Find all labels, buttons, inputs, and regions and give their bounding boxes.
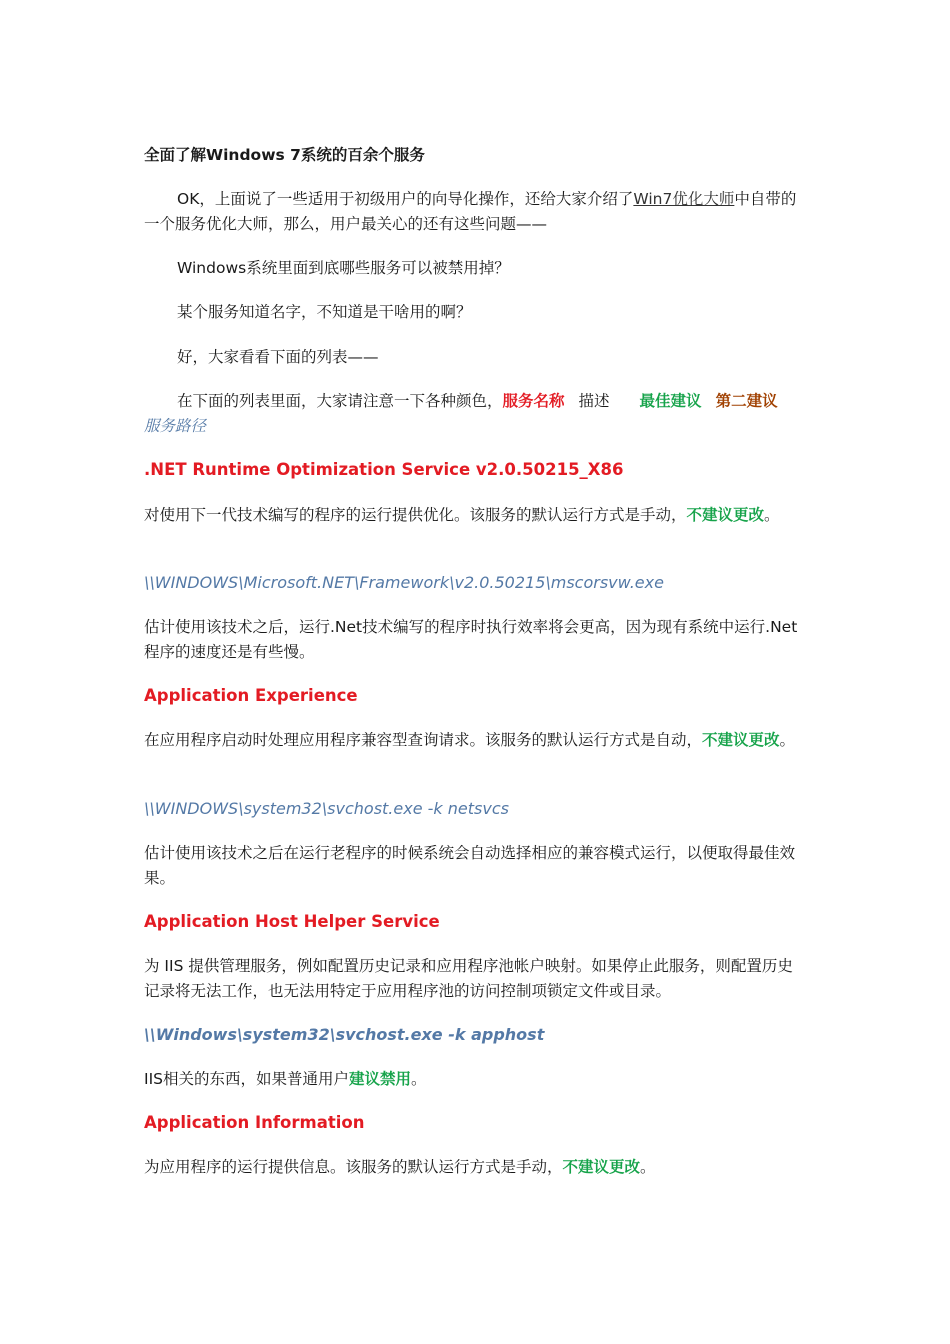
description-end: 。 [779,731,796,749]
intro-paragraph-2: Windows系统里面到底哪些服务可以被禁用掉？ [177,259,510,277]
note-text: IIS相关的东西，如果普通用户 [144,1070,349,1088]
intro-paragraph-1 [144,187,806,237]
intro-paragraph-3: 某个服务知道名字，不知道是干啥用的啊？ [177,303,472,321]
service-note [144,1067,806,1092]
note-end: 。 [411,1070,427,1088]
description-text: 在应用程序启动时处理应用程序兼容型查询请求。该服务的默认运行方式是自动， [144,731,703,749]
intro-text: OK，上面说了一些适用于初级用户的向导化操作，还给大家介绍了 [177,190,634,208]
intro-paragraph-4: 好，大家看看下面的列表—— [177,348,379,366]
description-text: 为应用程序的运行提供信息。该服务的默认运行方式是手动， [144,1158,563,1176]
service-name: Application Experience [144,686,358,705]
service-description: 为 IIS 提供管理服务，例如配置历史记录和应用程序池帐户映射。如果停止此服务，则配置历史记录将无法工作，也无法用特定于应用程序池的访问控制项锁定文件或目录。 [144,957,793,1000]
best-advice: 建议禁用 [348,1070,411,1088]
best-advice: 不建议更改 [562,1158,641,1176]
description-text: 对使用下一代技术编写的程序的运行提供优化。该服务的默认运行方式是手动， [144,506,687,524]
service-path: \\Windows\system32\svchost.exe -k apphost [144,1025,545,1044]
service-description [144,1155,806,1180]
service-note: 估计使用该技术之后，运行.Net技术编写的程序时执行效率将会更高，因为现有系统中运行.Net程序的速度还是有些慢。 [144,618,798,661]
service-name: Application Information [144,1113,365,1132]
best-advice: 不建议更改 [686,506,765,524]
color-legend [144,389,806,439]
legend-intro: 在下面的列表里面，大家请注意一下各种颜色， [177,392,503,410]
service-description [144,728,806,753]
service-description [144,503,806,528]
service-name: Application Host Helper Service [144,912,440,931]
page-title: 全面了解Windows 7系统的百余个服务 [144,146,425,164]
description-end: 。 [764,506,780,524]
legend-service-path: 服务路径 [144,417,207,435]
win7-optimizer-link[interactable]: Win7优化大师 [633,190,735,208]
legend-description: 描述 [578,392,610,410]
service-path: \\WINDOWS\Microsoft.NET\Framework\v2.0.50215\mscorsvw.exe [144,573,664,592]
best-advice: 不建议更改 [702,731,780,749]
description-end: 。 [640,1158,656,1176]
service-path: \\WINDOWS\system32\svchost.exe -k netsvcs [144,799,509,818]
intro-text-continued: 中自带的一个服务优化大师，那么，用户最关心的还有这些问题—— [144,190,797,233]
service-note: 估计使用该技术之后在运行老程序的时候系统会自动选择相应的兼容模式运行，以便取得最佳效果。 [144,844,796,887]
legend-second-advice: 第二建议 [715,392,778,410]
legend-best-advice: 最佳建议 [639,392,702,410]
legend-service-name: 服务名称 [502,392,565,410]
service-name: .NET Runtime Optimization Service v2.0.50215_X86 [144,460,624,479]
